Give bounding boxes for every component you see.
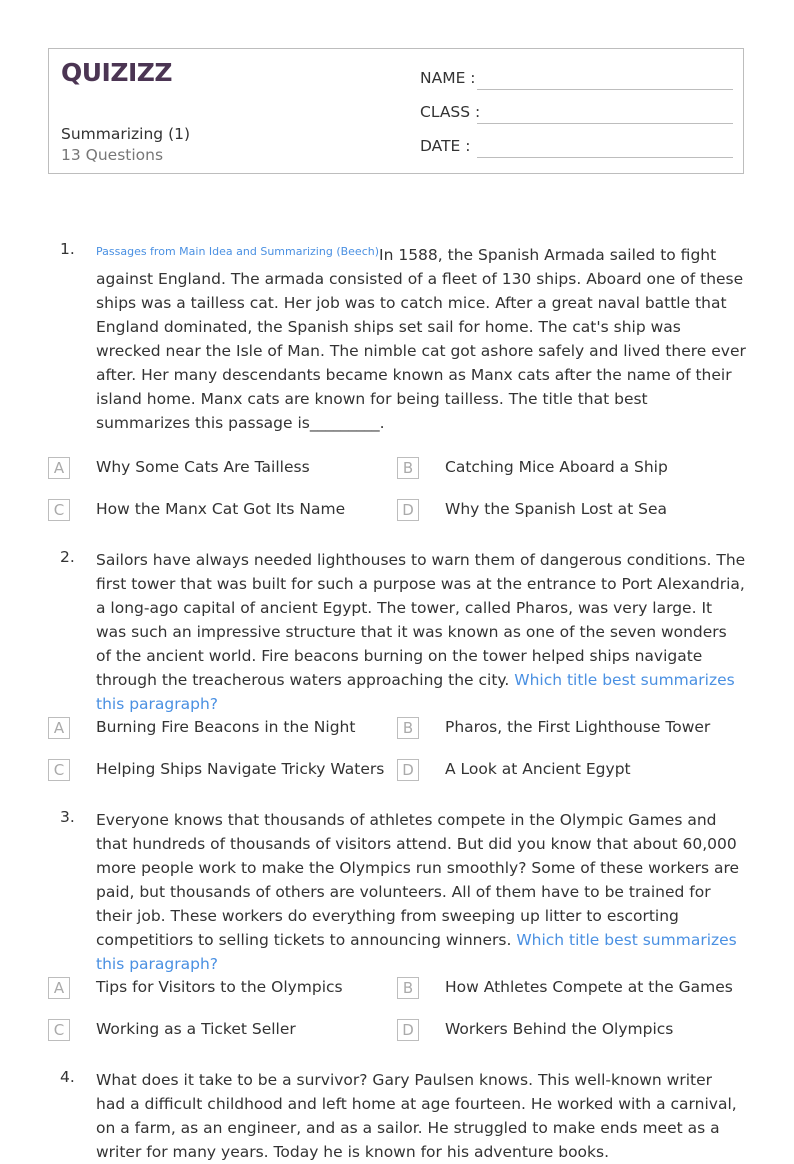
option-letter: B [397,717,419,739]
question-prompt: Which title best summarizes this paragraph? [96,931,737,973]
question-count: 13 Questions [61,146,164,164]
option-letter: B [397,457,419,479]
option-text: Working as a Ticket Seller [96,1020,296,1038]
option-text: Why Some Cats Are Tailless [96,458,310,476]
question-text [96,1068,746,1164]
question-number: 2. [60,548,75,566]
name-label: NAME : [420,69,476,87]
worksheet-header [48,48,744,174]
option-letter: A [48,977,70,999]
option-letter: B [397,977,419,999]
worksheet-title: Summarizing (1) [61,125,191,143]
quizizz-logo: QUIZIZZ [61,58,173,87]
option-text: Helping Ships Navigate Tricky Waters [96,760,385,778]
passage: Sailors have always needed lighthouses to warn them of dangerous conditions. The first tower that was built for such a purpose was at the entrance to Port Alexandria, a long-ago capital of ancient Egypt. The tower, called Pharos, was very large. It was such an impressive structure that it was known as one of the seven wonders of the ancient world. Fire beacons burning on the tower helped ships navigate through the treacherous waters approaching the city. [96,551,746,689]
class-label: CLASS : [420,103,481,121]
option-letter: D [397,1019,419,1041]
option-text: How Athletes Compete at the Games [445,978,733,996]
option-letter: A [48,717,70,739]
question-number: 3. [60,808,75,826]
option-text: How the Manx Cat Got Its Name [96,500,346,518]
option-letter: A [48,457,70,479]
passage: In 1588, the Spanish Armada sailed to fight against England. The armada consisted of a fleet of 130 ships. Aboard one of these ships was a tailless cat. Her job was to catch mice. After a great naval battle that England dominated, the Spanish ships set sail for home. The cat's ship was wrecked near the Isle of Man. The nimble cat got ashore safely and lived there ever after. Her many descendants became known as Manx cats after the name of their island home. Manx cats are known for being tailless. The title that best summarizes this passage is_________. [96,246,746,432]
question-number: 1. [60,240,75,258]
option-text: Pharos, the First Lighthouse Tower [445,718,711,736]
option-text: Why the Spanish Lost at Sea [445,500,668,518]
question-text [96,548,746,716]
option-text: Catching Mice Aboard a Ship [445,458,668,476]
question-prompt: Which title best summarizes this paragraph? [96,671,735,713]
option-letter: C [48,1019,70,1041]
passage: Everyone knows that thousands of athletes compete in the Olympic Games and that hundreds of thousands of visitors attend. But did you know that about 60,000 more people work to make the Olympics run smoothly? Some of these workers are paid, but thousands of others are volunteers. All of them have to be trained for their job. These workers do everything from sweeping up litter to escorting competitiors to selling tickets to announcing winners. [96,811,740,949]
name-line[interactable] [477,89,733,90]
option-text: Tips for Visitors to the Olympics [96,978,343,996]
option-letter: C [48,759,70,781]
source-link[interactable]: Passages from Main Idea and Summarizing (Beech) [96,245,380,258]
option-text: A Look at Ancient Egypt [445,760,631,778]
question-text [96,808,746,976]
question-number: 4. [60,1068,75,1086]
class-line[interactable] [477,123,733,124]
date-label: DATE : [420,137,471,155]
option-text: Workers Behind the Olympics [445,1020,674,1038]
passage: What does it take to be a survivor? Gary Paulsen knows. This well-known writer had a difficult childhood and left home at age fourteen. He worked with a carnival, on a farm, as an engineer, and as a sailor. He struggled to make ends meet as a writer for many years. Today he is known for his adventure books. [96,1071,737,1161]
option-letter: C [48,499,70,521]
date-line[interactable] [477,157,733,158]
question-text [96,240,746,435]
option-text: Burning Fire Beacons in the Night [96,718,356,736]
option-letter: D [397,499,419,521]
option-letter: D [397,759,419,781]
